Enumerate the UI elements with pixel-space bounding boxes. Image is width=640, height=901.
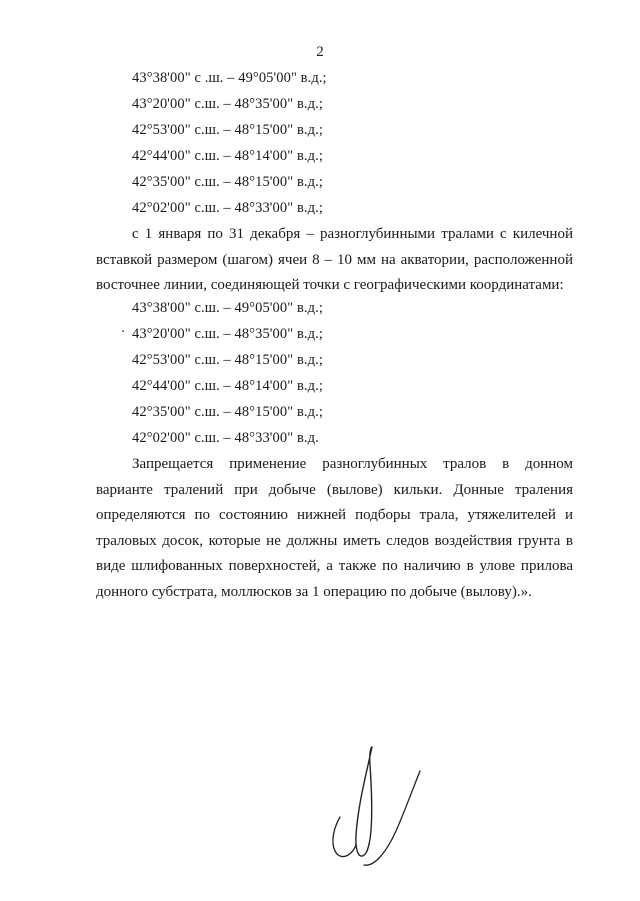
paragraph-text: Запрещается применение разноглубинных тралов в донном варианте тралений при добыче (вылове) кильки. Донные траления определяются по состоянию нижней подборы трала, утяжелителей и траловых досок, которые не должны иметь следов воздействия грунта в виде шлифованных поверхностей, а также по наличию в улове прилова донного субстрата, моллюсков за 1 операцию по добыче (вылову).». (96, 456, 573, 600)
body-paragraph-period (96, 222, 573, 299)
paragraph-text: с 1 января по 31 декабря – разноглубинными тралами с килечной вставкой размером (шагом) ячеи 8 – 10 мм на акватории, расположенной восточнее линии, соединяющей точки с географическими координатами: (96, 226, 573, 293)
coordinate-line: 42°44'00" с.ш. – 48°14'00" в.д.; (132, 148, 323, 164)
coordinate-line: 42°02'00" с.ш. – 48°33'00" в.д.; (132, 200, 323, 216)
coordinate-line: 43°38'00" с .ш. – 49°05'00" в.д.; (132, 70, 327, 86)
body-paragraph-prohibition (96, 452, 573, 605)
coordinate-line: 42°53'00" с.ш. – 48°15'00" в.д.; (132, 122, 323, 138)
coordinate-line: 42°53'00" с.ш. – 48°15'00" в.д.; (132, 352, 323, 368)
coordinate-line: 42°35'00" с.ш. – 48°15'00" в.д.; (132, 404, 323, 420)
coordinate-line: 43°20'00" с.ш. – 48°35'00" в.д.; (132, 96, 323, 112)
coordinate-line: 43°38'00" с.ш. – 49°05'00" в.д.; (132, 300, 323, 316)
coordinate-line: 43°20'00" с.ш. – 48°35'00" в.д.; (132, 326, 323, 342)
coordinate-line: 42°35'00" с.ш. – 48°15'00" в.д.; (132, 174, 323, 190)
coordinate-line: 42°02'00" с.ш. – 48°33'00" в.д. (132, 430, 319, 446)
scan-speck (122, 330, 124, 332)
page-number: 2 (316, 44, 324, 60)
handwritten-signature (300, 735, 440, 875)
coordinate-line: 42°44'00" с.ш. – 48°14'00" в.д.; (132, 378, 323, 394)
